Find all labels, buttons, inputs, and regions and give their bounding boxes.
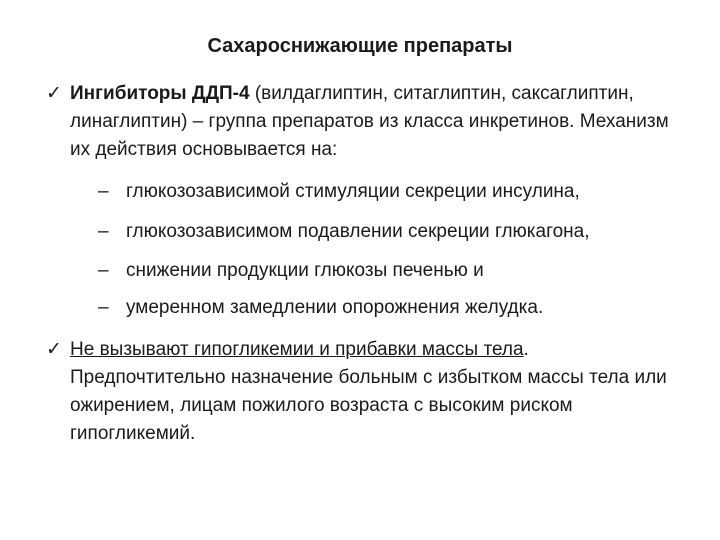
dash-marker: – — [98, 221, 109, 242]
slide-title: Сахароснижающие препараты — [207, 35, 513, 57]
bullet-lead-term: Ингибиторы ДДП-4 — [70, 83, 250, 104]
check-icon: ✓ — [46, 339, 62, 360]
list-item-text: снижении продукции глюкозы печенью и — [126, 260, 484, 281]
dash-marker: – — [98, 297, 109, 318]
check-icon: ✓ — [46, 83, 62, 104]
bullet-body: . Предпочтительно назначение больным с избытком массы тела или ожирением, лицам пожилого возраста с высоким риском гипогликемий. — [70, 339, 667, 444]
bullet-text — [70, 336, 686, 448]
list-item — [98, 257, 698, 285]
list-item-text: глюкозозависимой стимуляции секреции инсулина, — [126, 181, 580, 202]
dash-marker: – — [98, 260, 109, 281]
bullet-underlined-claim: Не вызывают гипогликемии и прибавки массы тела — [70, 339, 524, 360]
list-item-text: глюкозозависимом подавлении секреции глюкагона, — [126, 221, 590, 242]
dash-marker: – — [98, 181, 109, 202]
bullet-body: (вилдаглиптин, ситаглиптин, саксаглиптин, линаглиптин) – группа препаратов из класса инкретинов. Механизм их действия основывается на: — [70, 83, 669, 160]
bullet-text — [70, 80, 686, 164]
bullet-dpp4-inhibitors — [46, 80, 686, 164]
list-item-text: умеренном замедлении опорожнения желудка. — [126, 297, 544, 318]
list-item — [98, 218, 698, 246]
list-item — [98, 294, 698, 322]
bullet-no-hypoglycemia — [46, 336, 686, 448]
list-item — [98, 178, 698, 206]
